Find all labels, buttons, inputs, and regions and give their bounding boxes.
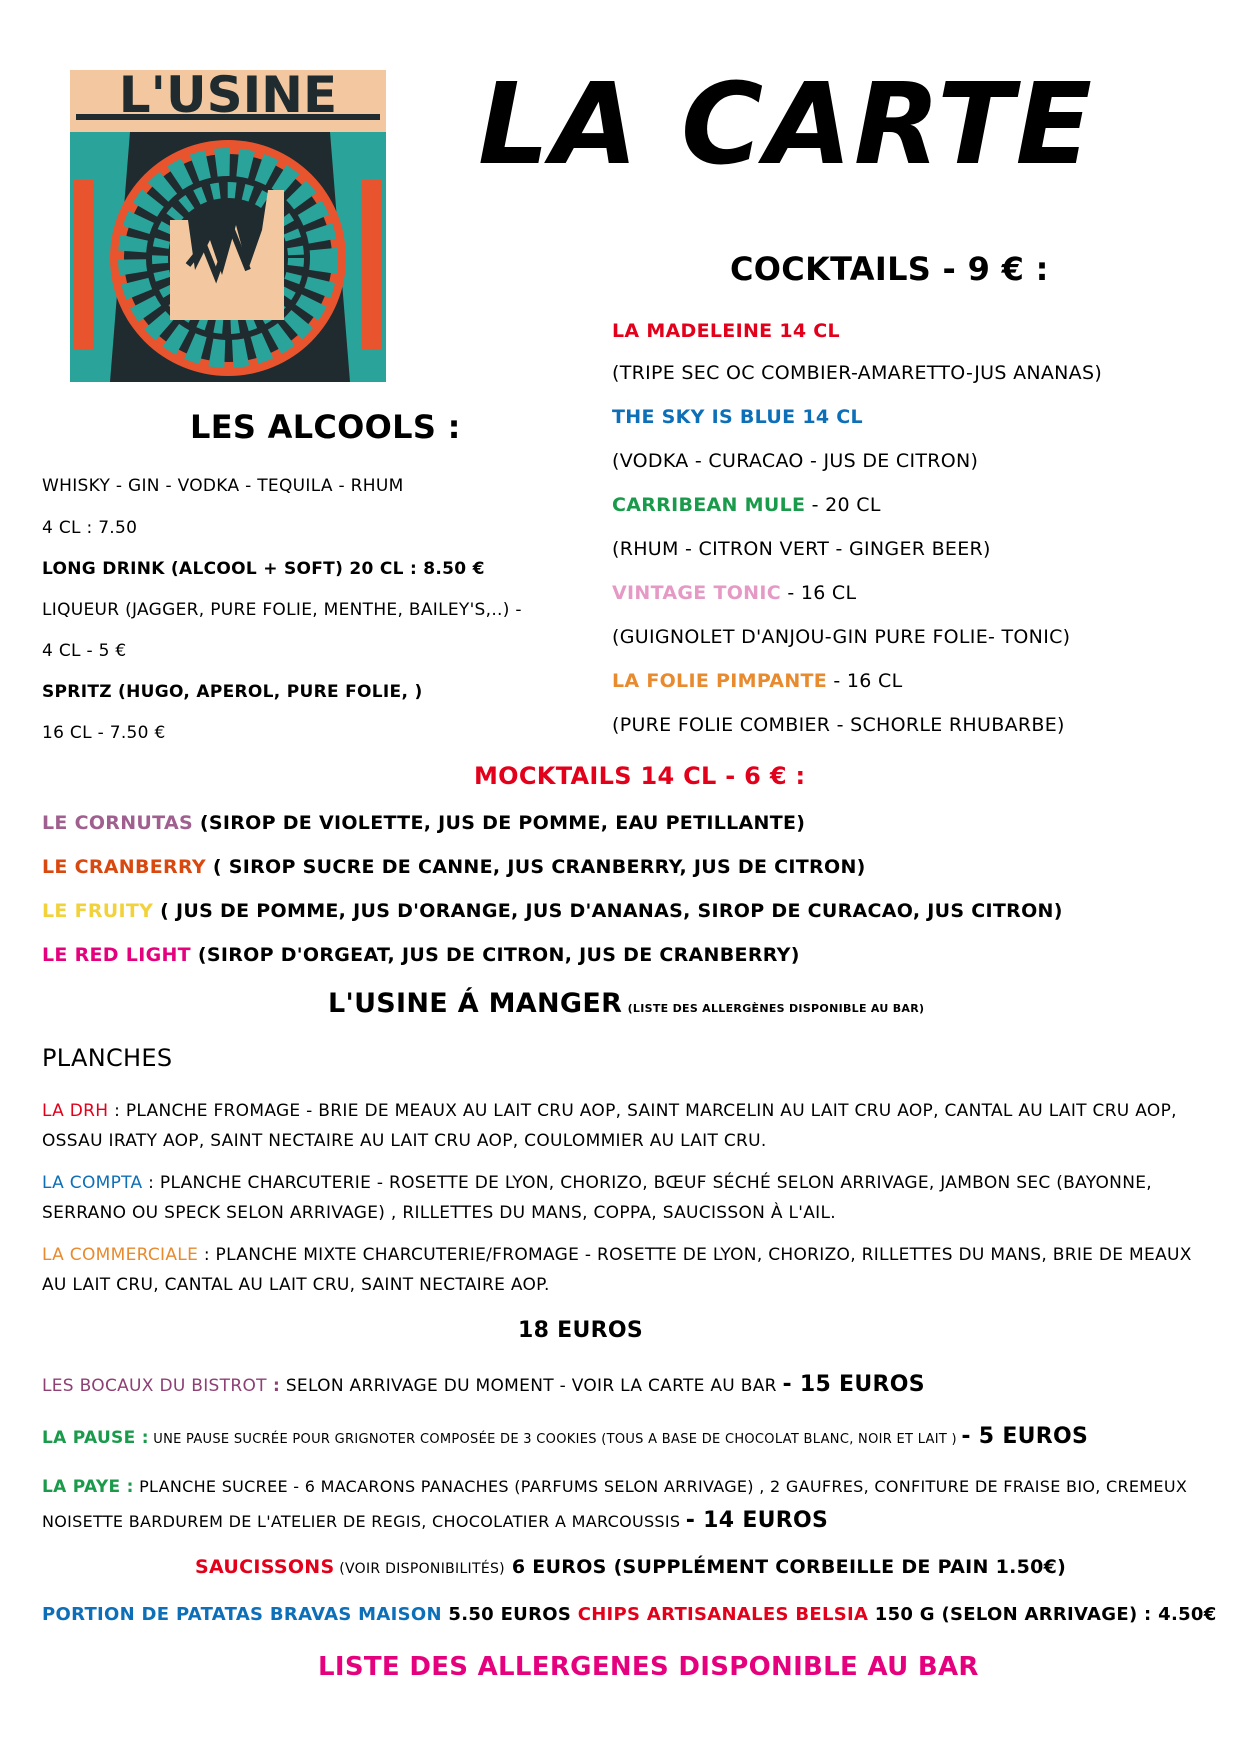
manger-allergen-note: (LISTE DES ALLERGÈNES DISPONIBLE AU BAR) <box>627 1002 925 1015</box>
cocktail-name: CARRIBEAN MULE <box>612 494 806 516</box>
alcool-line: LONG DRINK (ALCOOL + SOFT) 20 CL : 8.50 € <box>42 559 485 579</box>
mocktail-line <box>42 900 1063 922</box>
patatas-price: 5.50 EUROS <box>441 1604 578 1625</box>
allergen-footer: LISTE DES ALLERGENES DISPONIBLE AU BAR <box>318 1652 979 1682</box>
patatas-name: PORTION DE PATATAS BRAVAS MAISON <box>42 1604 442 1625</box>
saucissons-line <box>195 1556 1066 1578</box>
alcools-heading: LES ALCOOLS : <box>190 408 461 446</box>
cocktail-volume: - 20 CL <box>805 494 881 516</box>
alcool-line: 4 CL : 7.50 <box>42 518 138 538</box>
cocktail-desc: (PURE FOLIE COMBIER - SCHORLE RHUBARBE) <box>612 714 1065 736</box>
paye-line <box>42 1470 1212 1539</box>
planche-item <box>42 1240 1202 1300</box>
mocktail-name: LE CORNUTAS <box>42 812 193 834</box>
manger-heading-row <box>328 988 924 1019</box>
cocktail-volume: - 16 CL <box>827 670 903 692</box>
cocktail-name: THE SKY IS BLUE 14 CL <box>612 406 863 428</box>
planche-item <box>42 1096 1202 1156</box>
cocktail-desc: (VODKA - CURACAO - JUS DE CITRON) <box>612 450 979 472</box>
mocktail-name: LE CRANBERRY <box>42 856 206 878</box>
planche-name: LA COMPTA <box>42 1173 143 1193</box>
alcool-line: LIQUEUR (JAGGER, PURE FOLIE, MENTHE, BAILEY'S,..) - <box>42 600 522 620</box>
cocktail-name: LA FOLIE PIMPANTE <box>612 670 828 692</box>
manger-heading: L'USINE Á MANGER <box>328 988 623 1019</box>
saucissons-name: SAUCISSONS <box>195 1556 335 1578</box>
planches-heading: PLANCHES <box>42 1044 173 1072</box>
mocktail-desc: ( JUS DE POMME, JUS D'ORANGE, JUS D'ANANAS, SIROP DE CURACAO, JUS CITRON) <box>153 900 1063 922</box>
planche-desc: : PLANCHE CHARCUTERIE - ROSETTE DE LYON, CHORIZO, BŒUF SÉCHÉ SELON ARRIVAGE, JAMBON SEC (BAYONNE, SERRANO OU SPECK SELON ARRIVAGE) , RILLETTES DU MANS, COPPA, SAUCISSON À L'AIL. <box>42 1173 1152 1223</box>
mocktail-desc: (SIROP D'ORGEAT, JUS DE CITRON, JUS DE CRANBERRY) <box>190 944 800 966</box>
mocktail-line <box>42 812 805 834</box>
planche-desc: : PLANCHE MIXTE CHARCUTERIE/FROMAGE - ROSETTE DE LYON, CHORIZO, RILLETTES DU MANS, BRIE DE MEAUX AU LAIT CRU, CANTAL AU LAIT CRU, SAINT NECTAIRE AOP. <box>42 1245 1192 1295</box>
alcool-line: 16 CL - 7.50 € <box>42 723 166 743</box>
mocktail-desc: ( SIROP SUCRE DE CANNE, JUS CRANBERRY, JUS DE CITRON) <box>205 856 866 878</box>
chips-desc: 150 G (SELON ARRIVAGE) : 4.50€ <box>868 1604 1217 1625</box>
cocktail-line <box>612 494 881 516</box>
mocktail-desc: (SIROP DE VIOLETTE, JUS DE POMME, EAU PETILLANTE) <box>192 812 806 834</box>
alcool-line: 4 CL - 5 € <box>42 641 127 661</box>
paye-name: LA PAYE : <box>42 1477 134 1497</box>
patatas-line <box>42 1604 1217 1625</box>
bocaux-price: - 15 EUROS <box>782 1372 925 1397</box>
alcool-line: SPRITZ (HUGO, APEROL, PURE FOLIE, ) <box>42 682 423 702</box>
paye-price: - 14 EUROS <box>685 1508 829 1533</box>
cocktail-line <box>612 670 902 692</box>
planche-name: LA COMMERCIALE <box>42 1245 199 1265</box>
bocaux-desc: SELON ARRIVAGE DU MOMENT - VOIR LA CARTE AU BAR <box>280 1376 783 1396</box>
planche-name: LA DRH <box>42 1101 109 1121</box>
bocaux-separator: : <box>266 1376 281 1396</box>
mocktails-heading: MOCKTAILS 14 CL - 6 € : <box>474 762 806 790</box>
pause-price: - 5 EUROS <box>961 1424 1089 1449</box>
paye-desc: PLANCHE SUCREE - 6 MACARONS PANACHES (PARFUMS SELON ARRIVAGE) , 2 GAUFRES, CONFITURE DE FRAISE BIO, CREMEUX NOISETTE BARDUREM DE L'ATELIER DE REGIS, CHOCOLATIER A MARCOUSSIS <box>42 1477 1188 1531</box>
mocktail-name: LE RED LIGHT <box>42 944 191 966</box>
cocktail-desc: (GUIGNOLET D'ANJOU-GIN PURE FOLIE- TONIC) <box>612 626 1071 648</box>
bocaux-line <box>42 1372 925 1397</box>
saucissons-note: (VOIR DISPONIBILITÉS) <box>334 1561 505 1577</box>
mocktail-line <box>42 944 800 966</box>
pause-desc: UNE PAUSE SUCRÉE POUR GRIGNOTER COMPOSÉE DE 3 COOKIES (TOUS A BASE DE CHOCOLAT BLANC, NOIR ET LAIT ) <box>148 1432 962 1447</box>
cocktail-line <box>612 582 856 604</box>
page-title: LA CARTE <box>478 60 1095 190</box>
saucissons-desc: 6 EUROS (SUPPLÉMENT CORBEILLE DE PAIN 1.50€) <box>504 1556 1067 1578</box>
cocktail-name: VINTAGE TONIC <box>612 582 781 604</box>
alcool-line: WHISKY - GIN - VODKA - TEQUILA - RHUM <box>42 476 404 496</box>
planches-price: 18 EUROS <box>518 1318 644 1343</box>
mocktail-line <box>42 856 866 878</box>
planche-item <box>42 1168 1202 1228</box>
cocktails-heading: COCKTAILS - 9 € : <box>730 250 1049 288</box>
usine-logo <box>70 70 386 382</box>
planche-desc: : PLANCHE FROMAGE - BRIE DE MEAUX AU LAIT CRU AOP, SAINT MARCELIN AU LAIT CRU AOP, CANTAL AU LAIT CRU AOP, OSSAU IRATY AOP, SAINT NECTAIRE AU LAIT CRU AOP, COULOMMIER AU LAIT CRU. <box>42 1101 1177 1151</box>
cocktail-desc: (RHUM - CITRON VERT - GINGER BEER) <box>612 538 991 560</box>
mocktail-name: LE FRUITY <box>42 900 154 922</box>
logo-wordmark: L'USINE <box>118 70 338 124</box>
cocktail-desc: (TRIPE SEC OC COMBIER-AMARETTO-JUS ANANAS) <box>612 362 1103 384</box>
pause-line <box>42 1424 1088 1449</box>
chips-name: CHIPS ARTISANALES BELSIA <box>577 1604 869 1625</box>
pause-name: LA PAUSE : <box>42 1428 149 1448</box>
bocaux-name: LES BOCAUX DU BISTROT <box>42 1376 267 1396</box>
cocktail-volume: - 16 CL <box>780 582 857 604</box>
cocktail-name: LA MADELEINE 14 CL <box>612 320 840 342</box>
